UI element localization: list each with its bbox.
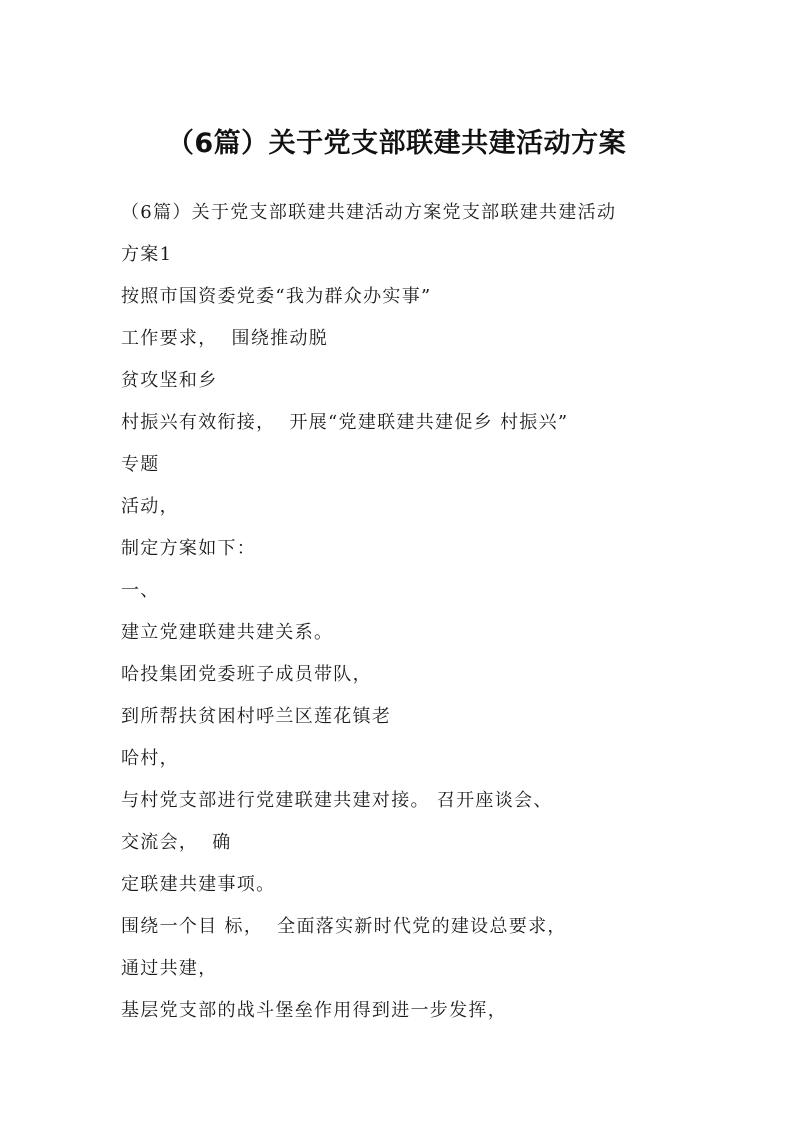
paragraph-line: 工作要求， 围绕推动脱 <box>121 328 329 349</box>
paragraph-line: 村振兴有效衔接， 开展“党建联建共建促乡 村振兴” <box>121 412 569 433</box>
paragraph-line: 建立党建联建共建关系。 <box>121 622 334 643</box>
paragraph-line: 哈投集团党委班子成员带队， <box>121 664 372 685</box>
paragraph-line: 活动， <box>121 496 179 517</box>
paragraph-line: 交流会， 确 <box>121 832 232 853</box>
document-title: （6篇）关于党支部联建共建活动方案 <box>166 128 627 159</box>
paragraph-line: 定联建共建事项。 <box>121 874 276 895</box>
paragraph-line: 与村党支部进行党建联建共建对接。 召开座谈会、 <box>121 790 553 811</box>
paragraph-line: 按照市国资委党委“我为群众办实事” <box>121 286 432 307</box>
paragraph-line: 专题 <box>121 454 160 475</box>
paragraph-line: 通过共建， <box>121 958 218 979</box>
document-body <box>121 192 681 1032</box>
section-heading: 一、 <box>121 580 160 601</box>
paragraph-line: 基层党支部的战斗堡垒作用得到进一步发挥， <box>121 1000 507 1021</box>
paragraph-line: （6篇）关于党支部联建共建活动方案党支部联建共建活动 <box>121 202 617 223</box>
paragraph-line: 哈村， <box>121 748 179 769</box>
paragraph-line: 方案1 <box>121 244 173 265</box>
paragraph-line: 制定方案如下： <box>121 538 257 559</box>
paragraph-line: 到所帮扶贫困村呼兰区莲花镇老 <box>121 706 392 727</box>
paragraph-line: 围绕一个目 标， 全面落实新时代党的建设总要求， <box>121 916 567 937</box>
paragraph-line: 贫攻坚和乡 <box>121 370 218 391</box>
